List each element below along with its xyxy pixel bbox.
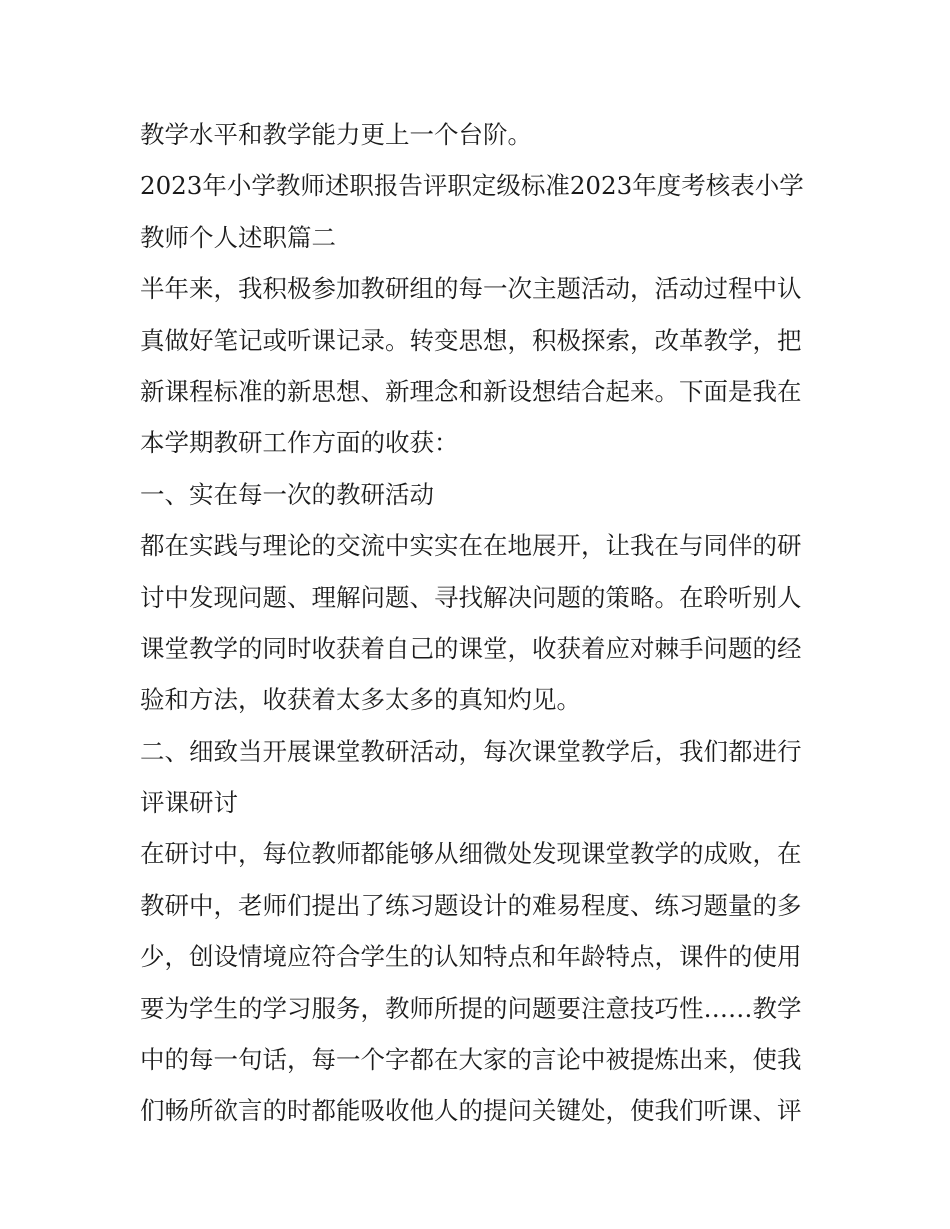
text-line: 课堂教学的同时收获着自己的课堂，收获着应对棘手问题的经 (140, 633, 802, 663)
text-line: 真做好笔记或听课记录。转变思想，积极探索，改革教学，把 (140, 325, 802, 355)
text-line: 少，创设情境应符合学生的认知特点和年龄特点，课件的使用 (140, 942, 802, 972)
text-line: 中的每一句话，每一个字都在大家的言论中被提炼出来，使我 (140, 1045, 802, 1075)
text-line: 验和方法，收获着太多太多的真知灼见。 (140, 685, 581, 715)
text-line: 在研讨中，每位教师都能够从细微处发现课堂教学的成败，在 (140, 839, 802, 869)
text-line: 半年来，我积极参加教研组的每一次主题活动，活动过程中认 (140, 274, 802, 304)
text-line: 本学期教研工作方面的收获： (140, 428, 459, 458)
text-line: 们畅所欲言的时都能吸收他人的提问关键处，使我们听课、评 (140, 1096, 802, 1126)
section-title-line: 教师个人述职篇二 (140, 222, 336, 252)
text-line: 教研中，老师们提出了练习题设计的难易程度、练习题量的多 (140, 890, 802, 920)
heading-line: 评课研讨 (140, 788, 238, 818)
document-body (140, 109, 812, 1137)
heading-line: 二、细致当开展课堂教研活动，每次课堂教学后，我们都进行 (140, 736, 802, 766)
heading-line: 一、实在每一次的教研活动 (140, 479, 434, 509)
text-line: 讨中发现问题、理解问题、寻找解决问题的策略。在聆听别人 (140, 582, 802, 612)
text-line: 要为学生的学习服务，教师所提的问题要注意技巧性……教学 (140, 993, 802, 1023)
text-line: 都在实践与理论的交流中实实在在地展开，让我在与同伴的研 (140, 531, 802, 561)
text-line: 新课程标准的新思想、新理念和新设想结合起来。下面是我在 (140, 376, 802, 406)
text-line: 教学水平和教学能力更上一个台阶。 (140, 120, 532, 149)
section-title-line: 2023年小学教师述职报告评职定级标准2023年度考核表小学 (140, 171, 804, 201)
